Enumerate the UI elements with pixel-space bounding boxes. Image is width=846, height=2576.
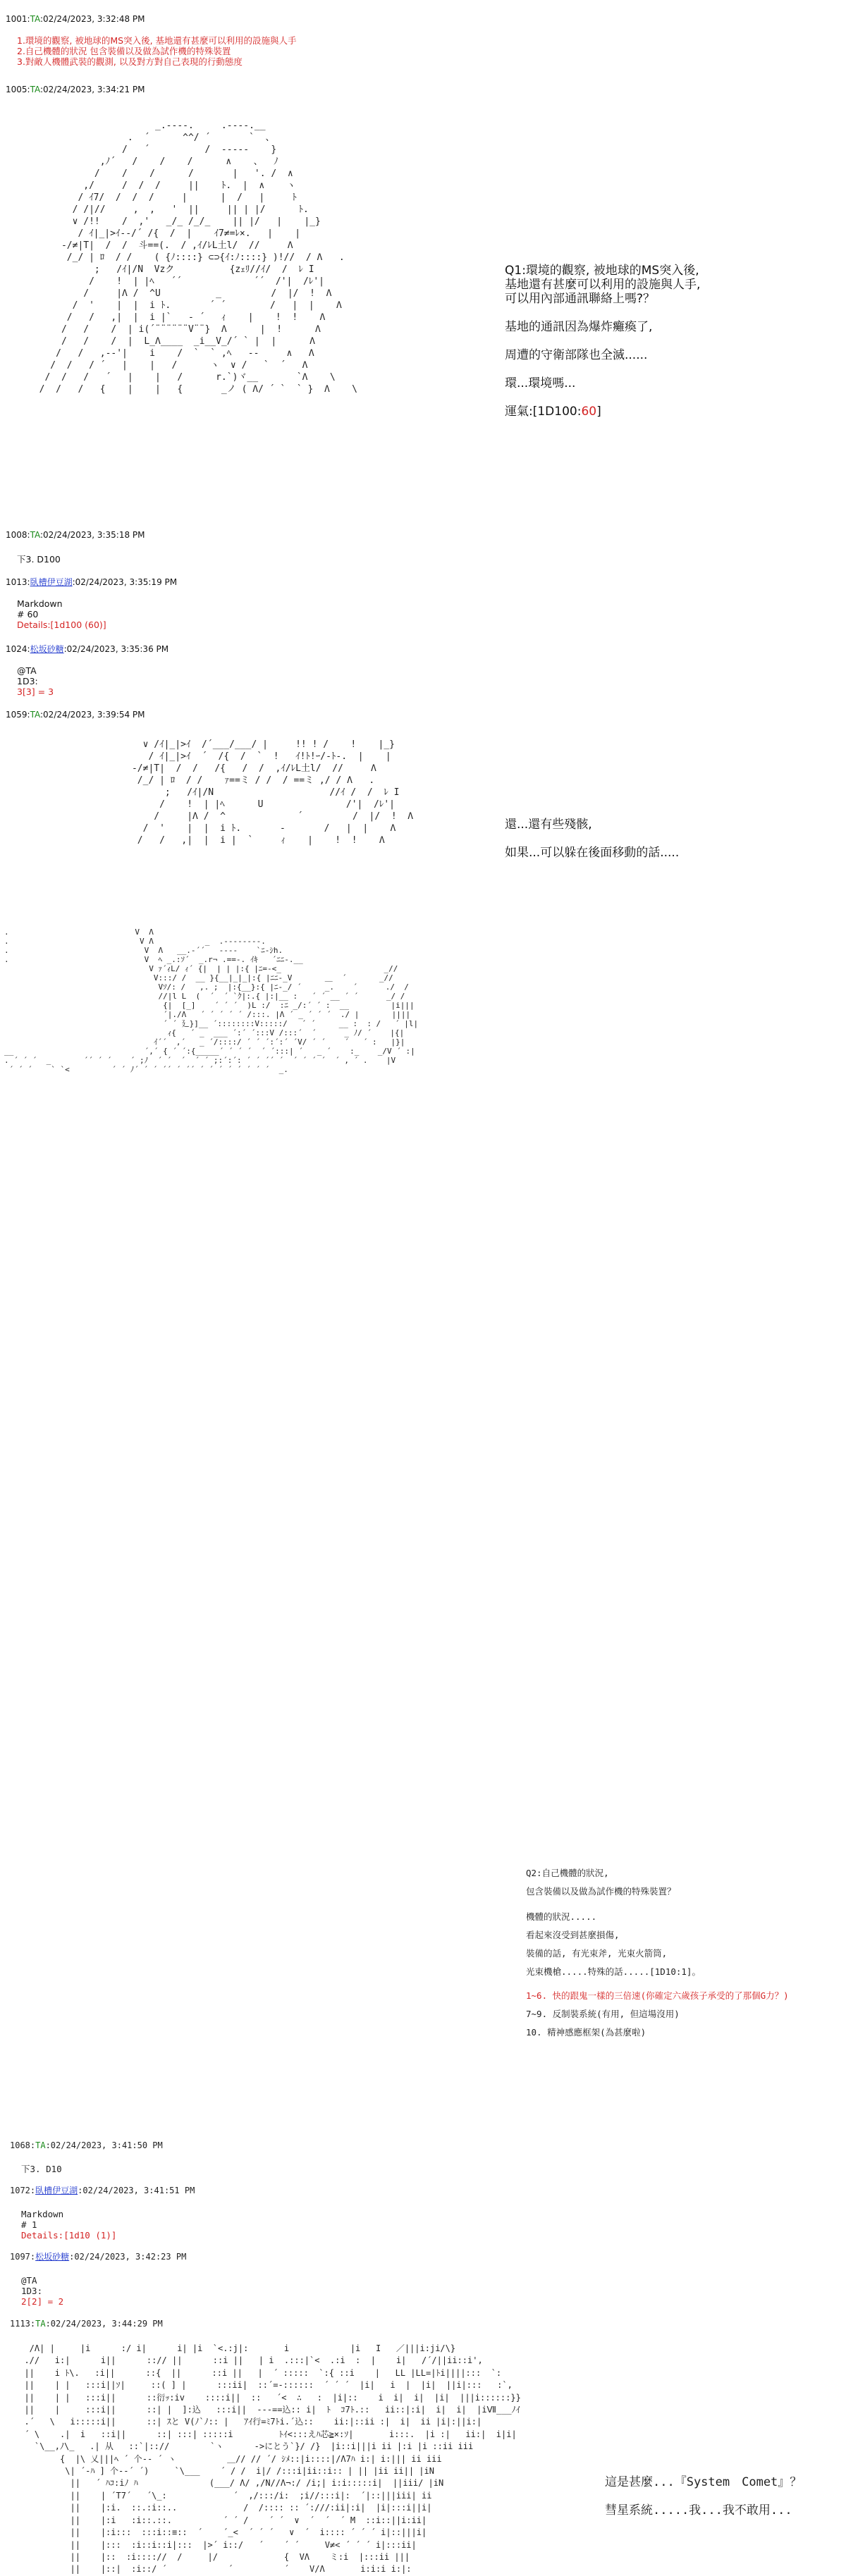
dialog-line: 包含裝備以及做為試作機的特殊裝置？ <box>526 1886 676 1897</box>
dialog-line: Q1:環境的觀察, 被地球的MS突入後, <box>505 264 699 278</box>
dialog-line <box>505 334 700 348</box>
dialog-line: Q2:自己機體的狀況, <box>526 1868 609 1878</box>
post-body <box>17 35 297 67</box>
post-author: TA <box>30 14 40 24</box>
post-time: :02/24/2023, 3:41:51 PM <box>78 2186 195 2195</box>
list-item: 1.環境的觀察, 被地球的MS突入後, 基地還有甚麼可以利用的設施與人手 <box>17 35 297 46</box>
post-number: 1097: <box>10 2252 36 2262</box>
post-number: 1001: <box>6 14 30 24</box>
post-header <box>10 2319 163 2329</box>
dice-value: 60 <box>581 405 597 419</box>
dialog-line: 看起來沒受到甚麼損傷, <box>526 1930 620 1940</box>
dialog-line: 機體的狀況..... <box>526 1911 597 1922</box>
post-body <box>21 2209 116 2241</box>
post-number: 1059: <box>6 710 30 720</box>
post-body: 下3. D100 <box>17 554 61 565</box>
post-author: TA <box>30 530 40 540</box>
mention: @TA <box>21 2275 37 2286</box>
post-number: 1024: <box>6 644 30 654</box>
dialog-line: 裝備的話, 有光束斧, 光束火箭筒, <box>526 1948 668 1959</box>
post-time: :02/24/2023, 3:42:23 PM <box>69 2252 187 2262</box>
post-header <box>6 14 145 24</box>
post-number: 1005: <box>6 85 30 94</box>
dice-suffix: ] <box>596 405 601 419</box>
dialog-line: 光束機槍.....特殊的話.....[1D10:1]。 <box>526 1966 701 1977</box>
dialog-line: 環...環境嗎... <box>505 376 576 390</box>
post-author-link[interactable]: 臥槽伊豆湖 <box>35 2186 78 2195</box>
dialog-line: 還...還有些殘骸, <box>505 818 592 832</box>
post-header <box>10 2186 195 2195</box>
post-body: 下3. D10 <box>21 2164 62 2174</box>
dice-command: 1D3: <box>17 676 38 686</box>
dialog-line: 彗星系統.....我...我不敢用... <box>605 2503 792 2518</box>
ascii-art-character: _.----. .----.__ . ´ ^^/ ´ ` 、 / ´ / ‐‐‐‐- } ,ﾉ´ / / / ∧ 、 ﾉ / / / / | '. / ∧ ,/ / / / || ﾄ. | ∧ ヽ / ｲ7/ / / / | | / | ﾄ / /|// , , ' || || | |/ ﾄ. ∨ /!! / ,' _/_ /_/_ || |/ | |_} / ｲ|_|>ｲ-‐/´ /{ / | ｲ7≠=ﾚ×. | | ‐/≠|T| / / 斗==(. / ,ｲ/ﾚL土l/ // Λ /_/ | ﾛ / / ( {ﾉ::::} ⊂⊃{ｲ:ﾉ::::} )!// / Λ . ; /ｲ|/N Vzク {zｪﾘ//ｲ/ / ﾚ I / ! | |ﾍ ´´ ´´ /'| /ﾚ'| / |Λ / ^U _ / |/ ! Λ / ' | | i ﾄ. ´ ´ / | | Λ / / ,| | i |` ‐ ´ ｨ | ! ! Λ / / / | i(´¨¨¨¨¨¨V¨¨} Λ | ! Λ / / / | L_Λ____ _i__V_/´ ` | | Λ / / ,--'| i / ` ` ,ﾍ ‐‐ ∧ Λ / / / ´ | | / ヽ ∨ / ` ´ Λ / / / ´ | | / r.`)ヾ__ `Λ \ / / / { | | { _ノ ( Λ/ ´ ` ` } Λ \ <box>39 121 357 395</box>
dialog-line: 這是甚麼...『System Comet』？ <box>605 2475 802 2489</box>
post-header <box>6 576 177 588</box>
ascii-art-mobile-suit: . V Λ . V Λ _ .--------. . V Λ __.-´´ ‐-‐- `ﾆ-ｼh. . V ﾍ _.:ｿ´ _.r¬ .==-. ｲｷ ´ﾆﾆ-.__ V ｧ´ｨL/ ｨ´ {| | | |:{ |ﾆ=-<_ _// V:::/ / __ }{__|_|_|:{ |ﾆﾆ-_V ＿ ´ _// Vｿ/: / ,. ; |:{__}:{ |ﾆ-_/ ´ _. ´ ./ / //|l L ( ´ ´ `ｸ|:.{ |:|__ : ´ ´ __ ´ ´ _/ / {| [_] ´ ´ ´ )L :/ :ﾆ _/:´ ´ : __ |i||| ´|./Λ ´ ´ ´ ´ ´ /:::. |Λ ´ _ ´ ´ ´ ./ | |||| ´ ´ 廴}]__ ´::::::::V:::::/ ´ ´ __ : : / ´ |l| ｨ{ ´ _ ___ ´:´ ´:::V /:::´ ´ _ ﾉ/ ´ |{| ｲ´´ ,´ _ ´/::::/ ´ ´ ´:´:´ ´V/ ´ ´ ´ ´ : |}| __ ´,´ { ´ ´:{_____´ ´ ´ ´ ´ ´:::| ´ _ ´ :_ _/V ´ :| . ´ ´ ´ _ ´´ ´ ´ ´ ;ﾉ ´ ´ ´ ´ ´ ;:´:´: ´ ´ ´´ ´ ´ ´ ´ ´ ´ , ´ . |V ´ ´ ´ ` `< ´ ´ ﾉ´ ´ ´ ´´ ´ ´´ ´ ´ ´ ´ ´ ´ ´ ´ _. Q2:自己機體的狀況, 包含裝備以及做為試作機的特殊裝置？ 機體的狀況..... 看起來沒受到甚麼損傷, 裝備的話, 有光束斧, 光束火箭筒, 光束機槍.....特殊的話.....[1D10:1]。 1~6. 快的跟鬼一樣的三倍速(你確定六歲孩子承受的了那個G力？) 7~9. 反制裝系統(有用, 但這場沒用) 10. 精神感應框架(為甚麼啦) 1068:TA:02/24/2023, 3:41:50 PM 下3. D10 1072:臥槽伊豆湖:02/24/2023, 3:41:51 PM Markdown # 1 Details:[1d10 (1)] 1097:松坂砂糖:02/24/2023, 3:42:23 PM @TA 1D3: 2[2] = 2 1113:TA:02/24/2023, 3:44:29 PM /Λ| | |i :/ i| i| |i `<.:j|: i |i I ／|||i:ji/\} .// i:| i|| ::// || ::i || | i .:::|`< .:i : | i| /´/||ii::i', || i ﾄ\. :i|| ::{ || ::i || | ´ ::::: `:{ ::i | LL |LL=|ﾄi||||::: `: || | | :::i||ｿ| ::( ] | :::ii| ::´=-:::::: ´ ´ ´ |i| i | |i| ||i|::: :`, || | | :::i|| ::衍ｯ:iv ::::i|| :: ´< ∴ : |i|:: i i| i| |i| |||i::::::}} || | :::i|| ::| | ]:込 :::i|| ---==込:: i| ﾄ ｺ7ﾄ.:: ii::|:i| i| i| |iⅦ___ﾉｲ .´ \ i:::::i|| ::| ｽと V(ﾉ`ﾉ:: | ｱｲ行=ﾐ7ﾄi.´込:: ii:|::ii :| i| ii |i|:||i:| ´ \ .| i ::i|| ::| :::| :::::i ﾄｲ<:::えﾊ芯≧×:ｿ| i:::. |i :| ii:| i|i| `\__,ﾉ\_ .| 从 ::`|::// `ヽ ->にとう`}/ /} |i::i|||i ii |:i |i ::ii iii { |\ 乂|||ﾍ ´ 个-‐ ´ ヽ ＿// // ´/ ｼﾒ::|i::::|/Λ7ﾊ i:| i:||| ii iii \| ´‐ﾊ ] 个-‐´ ´) `\___ ´ / / i|/ /:::i|ii::i:: | || |ii ii|| |iN || ´ ﾊｺ:iﾉ ﾊ (___/ Λ/ ,/N//Λ¬:/ /i;| i:i:::::i| ||iii/ |iN || | ´T7´ ´\_: ´ ,/:::/i: ;i//:::i|: ´|::|||iii| ii || |:i. ::.:i::.. / /:::: :: ´:///:ii|:i| |i|:::i||i| || |:i :i::.::. ´ ´ / ´ ´ ∨ ´ ´ ´ M ::i::||i:ii| || |:i::: :::i::≡:: ´ ´_< ´ ´ ´ ∨ ´ i:::: ´ ´ ´ i|::|||i| || |::: :i::i::i|::: |>´ i::/ ´ ´ ´ V≠< ´ ´ ´ i|:::ii| || |:: :i::::// / |/ { VΛ ミ:i |:::ii ||| || |::| :i::/ ´ ´ ´ V/Λ i:i:i i:|: 這是甚麼...『System Comet』？ 彗星系統.....我...我不敢用... <box>4 928 418 1276</box>
post-body <box>17 598 106 630</box>
post-body <box>17 665 54 697</box>
dice-label: 運氣:[1D100: <box>505 405 582 419</box>
dialog-block <box>505 264 700 419</box>
dialog-line: 可以用內部通訊聯絡上嗎?？ <box>505 292 656 306</box>
mention: @TA <box>17 665 37 676</box>
post-time: :02/24/2023, 3:35:19 PM <box>72 577 178 587</box>
post-author-link[interactable]: 松坂砂糖 <box>35 2252 70 2262</box>
markdown-label: Markdown <box>21 2209 64 2219</box>
dialog-line: 周遭的守衛部隊也全滅...... <box>505 348 648 362</box>
dialog-line: 基地的通訊因為爆炸癱瘓了, <box>505 320 653 334</box>
markdown-label: Markdown <box>17 598 63 609</box>
dice-result: 3[3] = 3 <box>17 686 54 697</box>
dialog-line: 基地還有甚麼可以利用的設施與人手, <box>505 278 701 292</box>
post-header <box>10 2253 186 2262</box>
post-author: TA <box>30 85 40 94</box>
post-author: TA <box>35 2140 46 2150</box>
q2-block <box>526 1868 789 2038</box>
dialog-block <box>505 818 679 860</box>
option-line: 7~9. 反制裝系統(有用, 但這場沒用) <box>526 2009 680 2019</box>
ascii-art-character-closeup: ∨ /ｲ|_|>ｲ /´___/___/ | !! ! / ! |_} / ｲ|_|>ｲ ´ /{ / ` ! ｲ!ﾄ!ｰ/-ﾄ-. | | ‐/≠|T| / / /{ / / ,ｲ/ﾚL土l/ // Λ /_/ | ﾛ / / ｧ==ミ / / / ==ミ ,/ / Λ . ; /ｲ|/N //ｲ / / ﾚ I / ! | |ﾍ U /'| /ﾚ'| / |Λ / ^ ´ / |/ ! Λ / ' | | i ﾄ. - / | | Λ / / ,| | i | ` ｨ | ! ! Λ <box>131 739 414 846</box>
dice-details: Details:[1d10 (1)] <box>21 2230 117 2241</box>
option-line: 1~6. 快的跟鬼一樣的三倍速(你確定六歲孩子承受的了那個G力？) <box>526 1990 789 2001</box>
list-item: 2.自己機體的狀況 包含裝備以及做為試作機的特殊裝置 <box>17 46 231 56</box>
dialog-line <box>505 832 679 846</box>
post-time: :02/24/2023, 3:32:48 PM <box>40 14 145 24</box>
post-author-link[interactable]: 臥槽伊豆湖 <box>30 577 73 587</box>
post-time: :02/24/2023, 3:39:54 PM <box>40 710 145 720</box>
post-author: TA <box>35 2319 46 2329</box>
dice-details: Details:[1d100 (60)] <box>17 620 106 630</box>
dialog-line <box>505 362 700 376</box>
dialog-block <box>605 2475 802 2518</box>
post-time: :02/24/2023, 3:34:21 PM <box>40 85 145 94</box>
dice-result: 2[2] = 2 <box>21 2296 64 2307</box>
post-number: 1013: <box>6 577 30 587</box>
post-time: :02/24/2023, 3:41:50 PM <box>45 2140 163 2150</box>
list-item: 3.對敵人機體武裝的觀測, 以及對方對自己表現的行動態度 <box>17 56 243 67</box>
post-number: 1008: <box>6 530 30 540</box>
post-number: 1072: <box>10 2186 36 2195</box>
post-header <box>6 85 145 94</box>
markdown-value: # 1 <box>21 2219 37 2230</box>
markdown-value: # 60 <box>17 609 39 620</box>
dialog-line: 如果...可以躲在後面移動的話..... <box>505 846 680 860</box>
dialog-line <box>505 390 700 405</box>
post-author-link[interactable]: 松坂砂糖 <box>30 644 64 654</box>
post-header <box>6 710 145 720</box>
dialog-line <box>505 306 700 320</box>
post-header <box>6 643 168 655</box>
dice-command: 1D3: <box>21 2286 43 2296</box>
post-header <box>10 2141 163 2150</box>
post-time: :02/24/2023, 3:35:36 PM <box>63 644 169 654</box>
post-number: 1113: <box>10 2319 36 2329</box>
ascii-art-cockpit: /Λ| | |i :/ i| i| |i `<.:j|: i |i I ／|||i:ji/\} .// i:| i|| ::// || ::i || | i .:::|`< .:i : | i| /´/||ii::i', || i ﾄ\. :i|| ::{ || ::i || | ´ ::::: `:{ ::i | LL |LL=|ﾄi||||::: `: || | | :::i||ｿ| ::( ] | :::ii| ::´=-:::::: ´ ´ ´ |i| i | |i| ||i|::: :`, || | | :::i|| ::衍ｯ:iv ::::i|| :: ´< ∴ : |i|:: i i| i| |i| |||i::::::}} || | :::i|| ::| | ]:込 :::i|| ---==込:: i| ﾄ ｺ7ﾄ.:: ii::|:i| i| i| |iⅦ___ﾉｲ .´ \ i:::::i|| ::| ｽと V(ﾉ`ﾉ:: | ｱｲ行=ﾐ7ﾄi.´込:: ii:|::ii :| i| ii |i|:||i:| ´ \ .| i ::i|| ::| :::| :::::i ﾄｲ<:::えﾊ芯≧×:ｿ| i:::. |i :| ii:| i|i| `\__,ﾉ\_ .| 从 ::`|::// `ヽ ->にとう`}/ /} |i::i|||i ii |:i |i ::ii iii { |\ 乂|||ﾍ ´ 个-‐ ´ ヽ ＿// // ´/ ｼﾒ::|i::::|/Λ7ﾊ i:| i:||| ii iii \| ´‐ﾊ ] 个-‐´ ´) `\___ ´ / / i|/ /:::i|ii::i:: | || |ii ii|| |iN || ´ ﾊｺ:iﾉ ﾊ (___/ Λ/ ,/N//Λ¬:/ /i;| i:i:::::i| ||iii/ |iN || | ´T7´ ´\_: ´ ,/:::/i: ;i//:::i|: ´|::|||iii| ii || |:i. ::.:i::.. / /:::: :: ´:///:ii|:i| |i|:::i||i| || |:i :i::.::. ´ ´ / ´ ´ ∨ ´ ´ ´ M ::i::||i:ii| || |:i::: :::i::≡:: ´ ´_< ´ ´ ´ ∨ ´ i:::: ´ ´ ´ i|::|||i| || |::: :i::i::i|::: |>´ i::/ ´ ´ ´ V≠< ´ ´ ´ i|:::ii| || |:: :i::::// / |/ { VΛ ミ:i |:::ii ||| || |::| :i::/ ´ ´ ´ V/Λ i:i:i i:|: <box>24 2343 521 2575</box>
post-author: TA <box>30 710 40 720</box>
post-number: 1068: <box>10 2140 36 2150</box>
option-line: 10. 精神感應框架(為甚麼啦) <box>526 2027 646 2038</box>
dialog-line <box>605 2489 802 2503</box>
post-body <box>21 2275 63 2307</box>
post-time: :02/24/2023, 3:35:18 PM <box>40 530 145 540</box>
post-header <box>6 530 145 540</box>
post-time: :02/24/2023, 3:44:29 PM <box>45 2319 163 2329</box>
dice-line <box>505 405 700 419</box>
